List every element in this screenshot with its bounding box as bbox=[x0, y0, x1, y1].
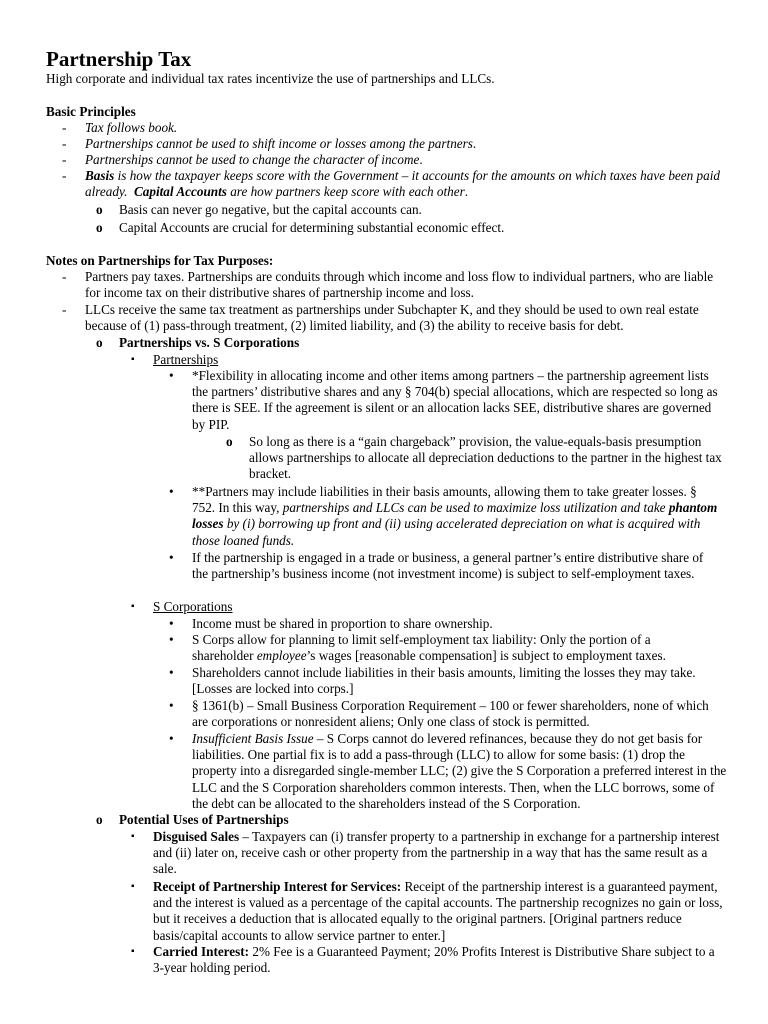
s-corporations-subheading: S Corporations bbox=[153, 599, 233, 614]
potential-use-item: Carried Interest: 2% Fee is a Guaranteed Payment; 20% Profits Interest is Distributive Share subject to a 3-year holding period. bbox=[153, 944, 715, 976]
principle-item: Tax follows book. bbox=[85, 120, 178, 135]
square-bullet: ▪ bbox=[131, 601, 135, 612]
dot-bullet: • bbox=[169, 616, 174, 631]
square-bullet: ▪ bbox=[131, 881, 135, 892]
o-bullet: o bbox=[96, 202, 103, 217]
square-bullet: ▪ bbox=[131, 831, 135, 842]
principle-item: Partnerships cannot be used to change the character of income. bbox=[85, 152, 423, 167]
partnerships-vs-s-corps-heading: Partnerships vs. S Corporations bbox=[119, 335, 300, 350]
dash-bullet: - bbox=[62, 152, 67, 167]
principle-item: Basis is how the taxpayer keeps score with the Government – it accounts for the amounts on which taxes have been paid already. Capital Accounts are how partners keep score with each other. bbox=[85, 168, 720, 200]
o-bullet: o bbox=[226, 434, 233, 449]
dash-bullet: - bbox=[62, 168, 67, 183]
dash-bullet: - bbox=[62, 120, 67, 135]
square-bullet: ▪ bbox=[131, 946, 135, 957]
square-bullet: ▪ bbox=[131, 354, 135, 365]
dot-bullet: • bbox=[169, 698, 174, 713]
dot-bullet: • bbox=[169, 484, 174, 499]
s-corp-point: § 1361(b) – Small Business Corporation Requirement – 100 or fewer shareholders, none of which are corporations or nonresident aliens; Only one class of stock is permitted. bbox=[192, 698, 709, 730]
notes-item: LLCs receive the same tax treatment as partnerships under Subchapter K, and they should be used to own real estate because of (1) pass-through treatment, (2) limited liability, and (3) the ability to receive basis for debt. bbox=[85, 302, 699, 334]
s-corp-point: S Corps allow for planning to limit self-employment tax liability: Only the portion of a shareholder employee’s wages [reasonable compensation] is subject to employment taxes. bbox=[192, 632, 666, 664]
intro-text: High corporate and individual tax rates incentivize the use of partnerships and LLCs. bbox=[46, 71, 495, 86]
potential-use-item: Receipt of Partnership Interest for Services: Receipt of the partnership interest is a guaranteed payment, and the interest is valued as a percentage of the capital accounts. The partnership recognizes no gain or loss, but it receives a deduction that is allocated equally to the original partners. [Original partners reduce basis/capital accounts to allow service partner to enter.] bbox=[153, 879, 723, 943]
basic-principles-heading: Basic Principles bbox=[46, 104, 136, 119]
s-corp-point: Insufficient Basis Issue – S Corps cannot do levered refinances, because they do not get basis for liabilities. One partial fix is to add a pass-through (LLC) to allow for some basis: (1) drop the property into a disregarded single-member LLC; (2) give the S Corporation a preferred interest in the LLC and the S Corporation shareholders common interests. Then, when the LLC borrows, some of the debt can be allocated to the shareholders instead of the S Corporation. bbox=[192, 731, 727, 811]
dot-bullet: • bbox=[169, 731, 174, 746]
o-bullet: o bbox=[96, 220, 103, 235]
principle-subitem: Basis can never go negative, but the capital accounts can. bbox=[119, 202, 422, 217]
partnerships-subheading: Partnerships bbox=[153, 352, 219, 367]
page-title: Partnership Tax bbox=[46, 47, 192, 71]
dash-bullet: - bbox=[62, 136, 67, 151]
notes-item: Partners pay taxes. Partnerships are conduits through which income and loss flow to individual partners, who are liable for income tax on their distributive shares of partnership income and loss. bbox=[85, 269, 714, 301]
potential-uses-heading: Potential Uses of Partnerships bbox=[119, 812, 289, 827]
s-corp-point: Shareholders cannot include liabilities in their basis amounts, limiting the losses they may take. [Losses are locked into corps.] bbox=[192, 665, 696, 697]
notes-heading: Notes on Partnerships for Tax Purposes: bbox=[46, 253, 274, 268]
dot-bullet: • bbox=[169, 550, 174, 565]
partnership-point: If the partnership is engaged in a trade or business, a general partner’s entire distributive share of the partnership’s business income (not investment income) is subject to self-employment taxes. bbox=[192, 550, 704, 582]
partnership-point: *Flexibility in allocating income and other items among partners – the partnership agreement lists the partners’ distributive shares and any § 704(b) special allocations, which are respected so long as there is SEE. If the agreement is silent or an allocation lacks SEE, distributive shares are governed by PIP. bbox=[192, 368, 718, 432]
dot-bullet: • bbox=[169, 665, 174, 680]
dash-bullet: - bbox=[62, 302, 67, 317]
dot-bullet: • bbox=[169, 368, 174, 383]
s-corp-point: Income must be shared in proportion to share ownership. bbox=[192, 616, 493, 631]
partnership-point: **Partners may include liabilities in their basis amounts, allowing them to take greater losses. § 752. In this way, partnerships and LLCs can be used to maximize loss utilization and take phantom losses by (i) borrowing up front and (ii) using accelerated depreciation on what is acquired with those loaned funds. bbox=[192, 484, 718, 548]
partnership-subpoint: So long as there is a “gain chargeback” provision, the value-equals-basis presumption allows partnerships to allocate all depreciation deductions to the partner in the highest tax bracket. bbox=[249, 434, 722, 482]
principle-subitem: Capital Accounts are crucial for determining substantial economic effect. bbox=[119, 220, 505, 235]
dot-bullet: • bbox=[169, 632, 174, 647]
principle-item: Partnerships cannot be used to shift income or losses among the partners. bbox=[85, 136, 477, 151]
o-bullet: o bbox=[96, 812, 103, 827]
dash-bullet: - bbox=[62, 269, 67, 284]
potential-use-item: Disguised Sales – Taxpayers can (i) transfer property to a partnership in exchange for a partnership interest and (ii) later on, receive cash or other property from the partnership in a way that has the same result as a sale. bbox=[153, 829, 720, 877]
o-bullet: o bbox=[96, 335, 103, 350]
